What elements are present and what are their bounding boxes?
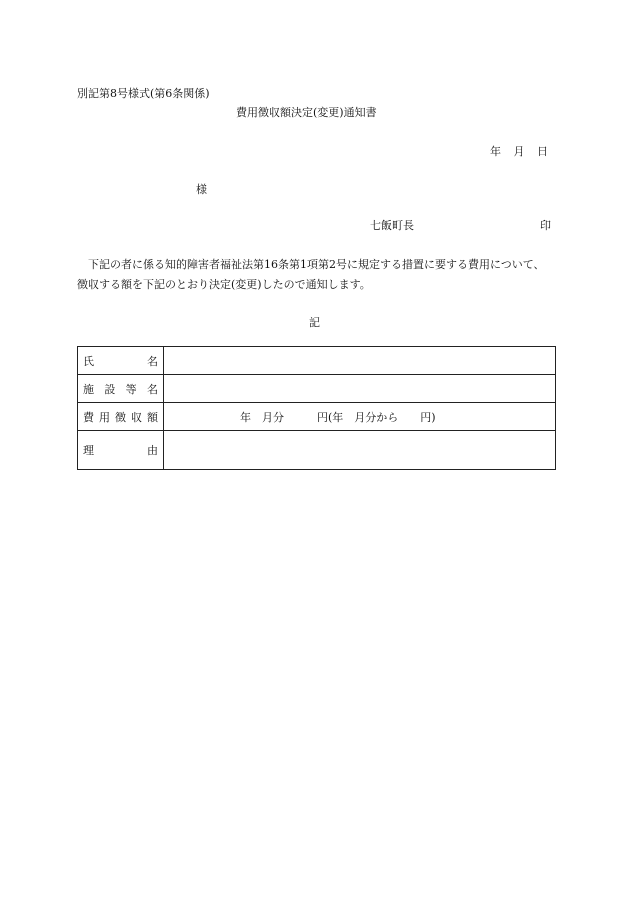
- row-value-reason[interactable]: [164, 431, 556, 470]
- seal-mark: 印: [540, 219, 551, 232]
- row-value-name[interactable]: [164, 347, 556, 375]
- form-number: 別記第8号様式(第6条関係): [77, 87, 210, 100]
- row-label-name: 氏 名: [78, 347, 164, 375]
- issuer-name: 七飯町長: [370, 219, 414, 232]
- date-line: 年 月 日: [490, 145, 548, 158]
- table-row: [78, 347, 556, 375]
- row-value-amount[interactable]: [164, 403, 556, 431]
- row-label-facility: 施設等名: [78, 375, 164, 403]
- amount-text: 年 月分 円(年 月分から 円): [240, 410, 436, 424]
- recipient-honorific: 様: [196, 183, 207, 196]
- table-row: [78, 375, 556, 403]
- row-label-amount: 費用徴収額: [78, 403, 164, 431]
- document-title: 費用徴収額決定(変更)通知書: [236, 106, 377, 119]
- table-row: [78, 403, 556, 431]
- table-row: [78, 431, 556, 470]
- notice-body-text: 下記の者に係る知的障害者福祉法第16条第1項第2号に規定する措置に要する費用について、徴収する額を下記のとおり決定(変更)したので通知します。: [77, 258, 545, 291]
- ki-heading: 記: [309, 316, 320, 329]
- row-label-reason: 理 由: [78, 431, 164, 470]
- row-value-facility[interactable]: [164, 375, 556, 403]
- detail-table: [77, 346, 556, 470]
